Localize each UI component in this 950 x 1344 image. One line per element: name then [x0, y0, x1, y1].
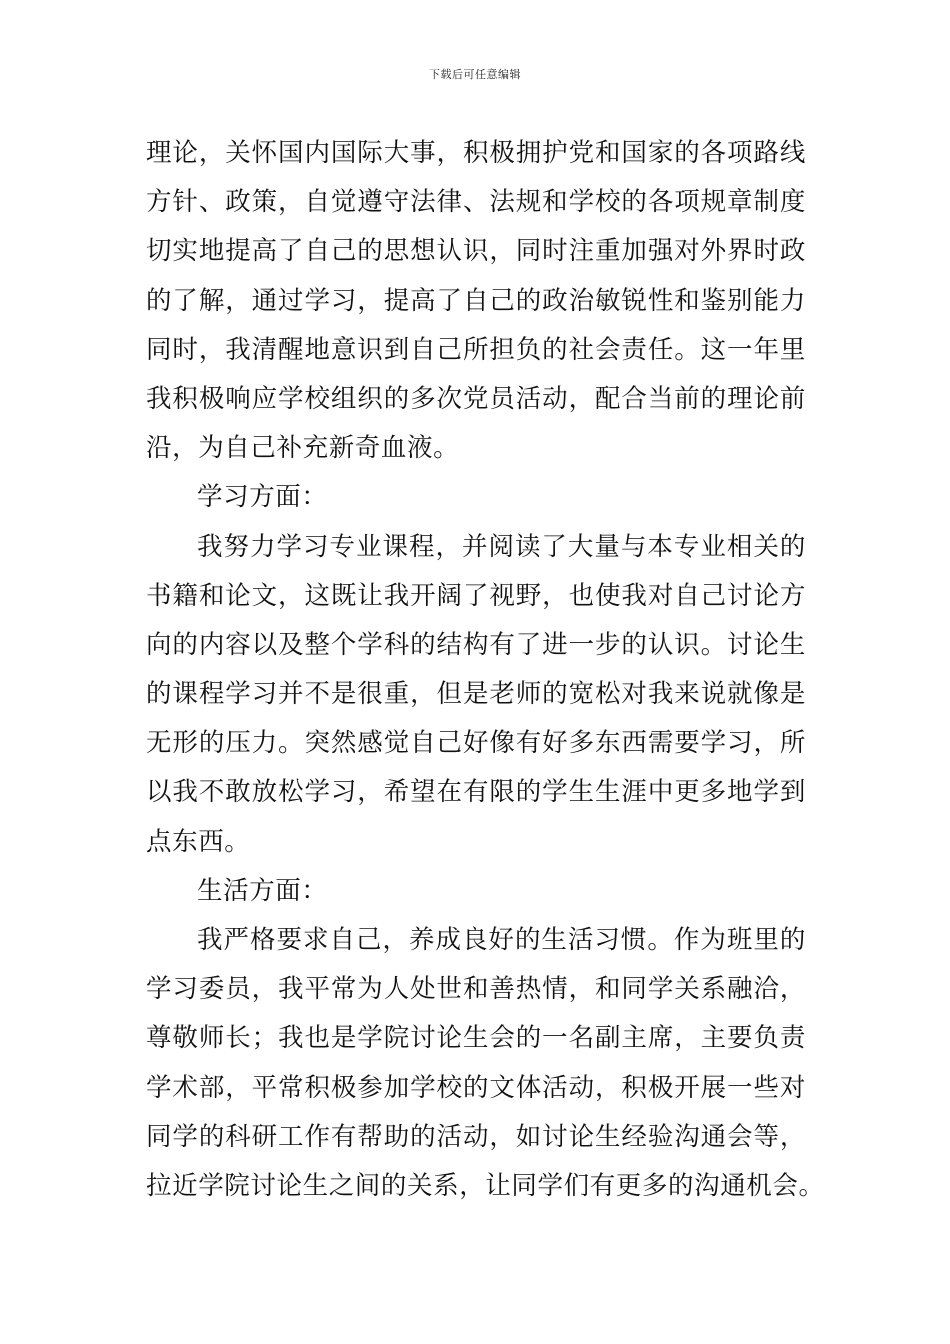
text-line: 无形的压力。突然感觉自己好像有好多东西需要学习，所: [146, 728, 806, 759]
text-line: 学习委员，我平常为人处世和善热情，和同学关系融洽，: [146, 974, 806, 1005]
text-line: 方针、政策，自觉遵守法律、法规和学校的各项规章制度: [146, 187, 806, 218]
text-line: 同时，我清醒地意识到自己所担负的社会责任。这一年里: [146, 334, 806, 365]
text-line: 沿，为自己补充新奇血液。: [146, 433, 460, 464]
page-header: 下载后可任意编辑: [429, 68, 521, 81]
text-line: 同学的科研工作有帮助的活动，如讨论生经验沟通会等，: [146, 1121, 806, 1152]
text-line: 以我不敢放松学习，希望在有限的学生生涯中更多地学到: [146, 777, 806, 808]
text-line: 我严格要求自己，养成良好的生活习惯。作为班里的: [197, 925, 806, 955]
text-line: 尊敬师长；我也是学院讨论生会的一名副主席，主要负责: [146, 1023, 806, 1054]
document-body: [146, 129, 825, 1211]
text-line: 我积极响应学校组织的多次党员活动，配合当前的理论前: [146, 383, 806, 414]
text-line: 我努力学习专业课程，并阅读了大量与本专业相关的: [197, 531, 806, 562]
text-line: 的课程学习并不是很重，但是老师的宽松对我来说就像是: [146, 679, 806, 710]
text-line: 向的内容以及整个学科的结构有了进一步的认识。讨论生: [146, 629, 806, 660]
text-line: 理论，关怀国内国际大事，积极拥护党和国家的各项路线: [146, 138, 806, 168]
text-line: 学习方面：: [197, 482, 328, 513]
text-line: 点东西。: [146, 826, 251, 857]
text-line: 学术部，平常积极参加学校的文体活动，积极开展一些对: [146, 1072, 806, 1103]
text-line: 生活方面：: [197, 875, 328, 906]
text-line: 书籍和论文，这既让我开阔了视野，也使我对自己讨论方: [146, 580, 806, 611]
text-line: 切实地提高了自己的思想认识，同时注重加强对外界时政: [146, 236, 806, 267]
text-line: 拉近学院讨论生之间的关系，让同学们有更多的沟通机会。: [146, 1170, 825, 1201]
text-line: 的了解，通过学习，提高了自己的政治敏锐性和鉴别能力: [146, 285, 806, 316]
